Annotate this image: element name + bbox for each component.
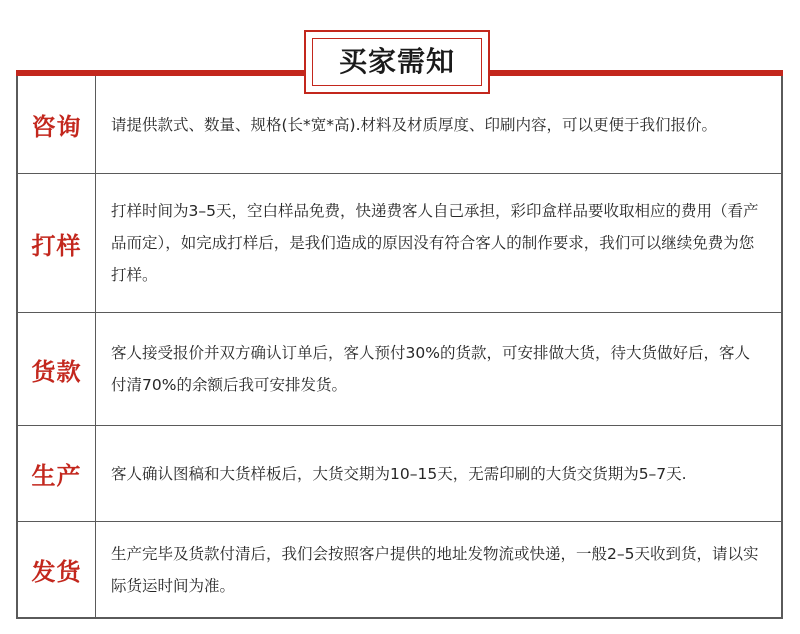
row-payment [18, 312, 781, 425]
row-text: 请提供款式、数量、规格(长*宽*高).材料及材质厚度、印刷内容，可以更便于我们报价。 [111, 115, 718, 134]
row-content [96, 426, 781, 521]
row-label: 生产 [18, 426, 96, 521]
page-title: 买家需知 [338, 45, 455, 78]
notice-table [16, 76, 783, 619]
row-production [18, 425, 781, 521]
row-label: 货款 [18, 313, 96, 425]
row-label: 打样 [18, 174, 96, 312]
row-sample [18, 173, 781, 312]
row-text: 打样时间为3–5天，空白样品免费，快递费客人自己承担，彩印盒样品要收取相应的费用（看产品而定），如完成打样后，是我们造成的原因没有符合客人的制作要求，我们可以继续免费为您打样。 [111, 202, 759, 284]
row-content [96, 522, 781, 617]
row-content [96, 313, 781, 425]
row-shipping [18, 521, 781, 617]
row-label: 发货 [18, 522, 96, 617]
row-label: 咨询 [18, 76, 96, 173]
row-text: 客人接受报价并双方确认订单后，客人预付30%的货款，可安排做大货，待大货做好后，客人付清70%的余额后我可安排发货。 [111, 344, 750, 394]
row-content [96, 174, 781, 312]
row-text: 生产完毕及货款付清后，我们会按照客户提供的地址发物流或快递，一般2–5天收到货，请以实际货运时间为准。 [111, 544, 759, 595]
row-consult [18, 76, 781, 173]
row-content [96, 76, 781, 173]
row-text: 客人确认图稿和大货样板后，大货交期为10–15天，无需印刷的大货交货期为5–7天. [111, 464, 687, 483]
